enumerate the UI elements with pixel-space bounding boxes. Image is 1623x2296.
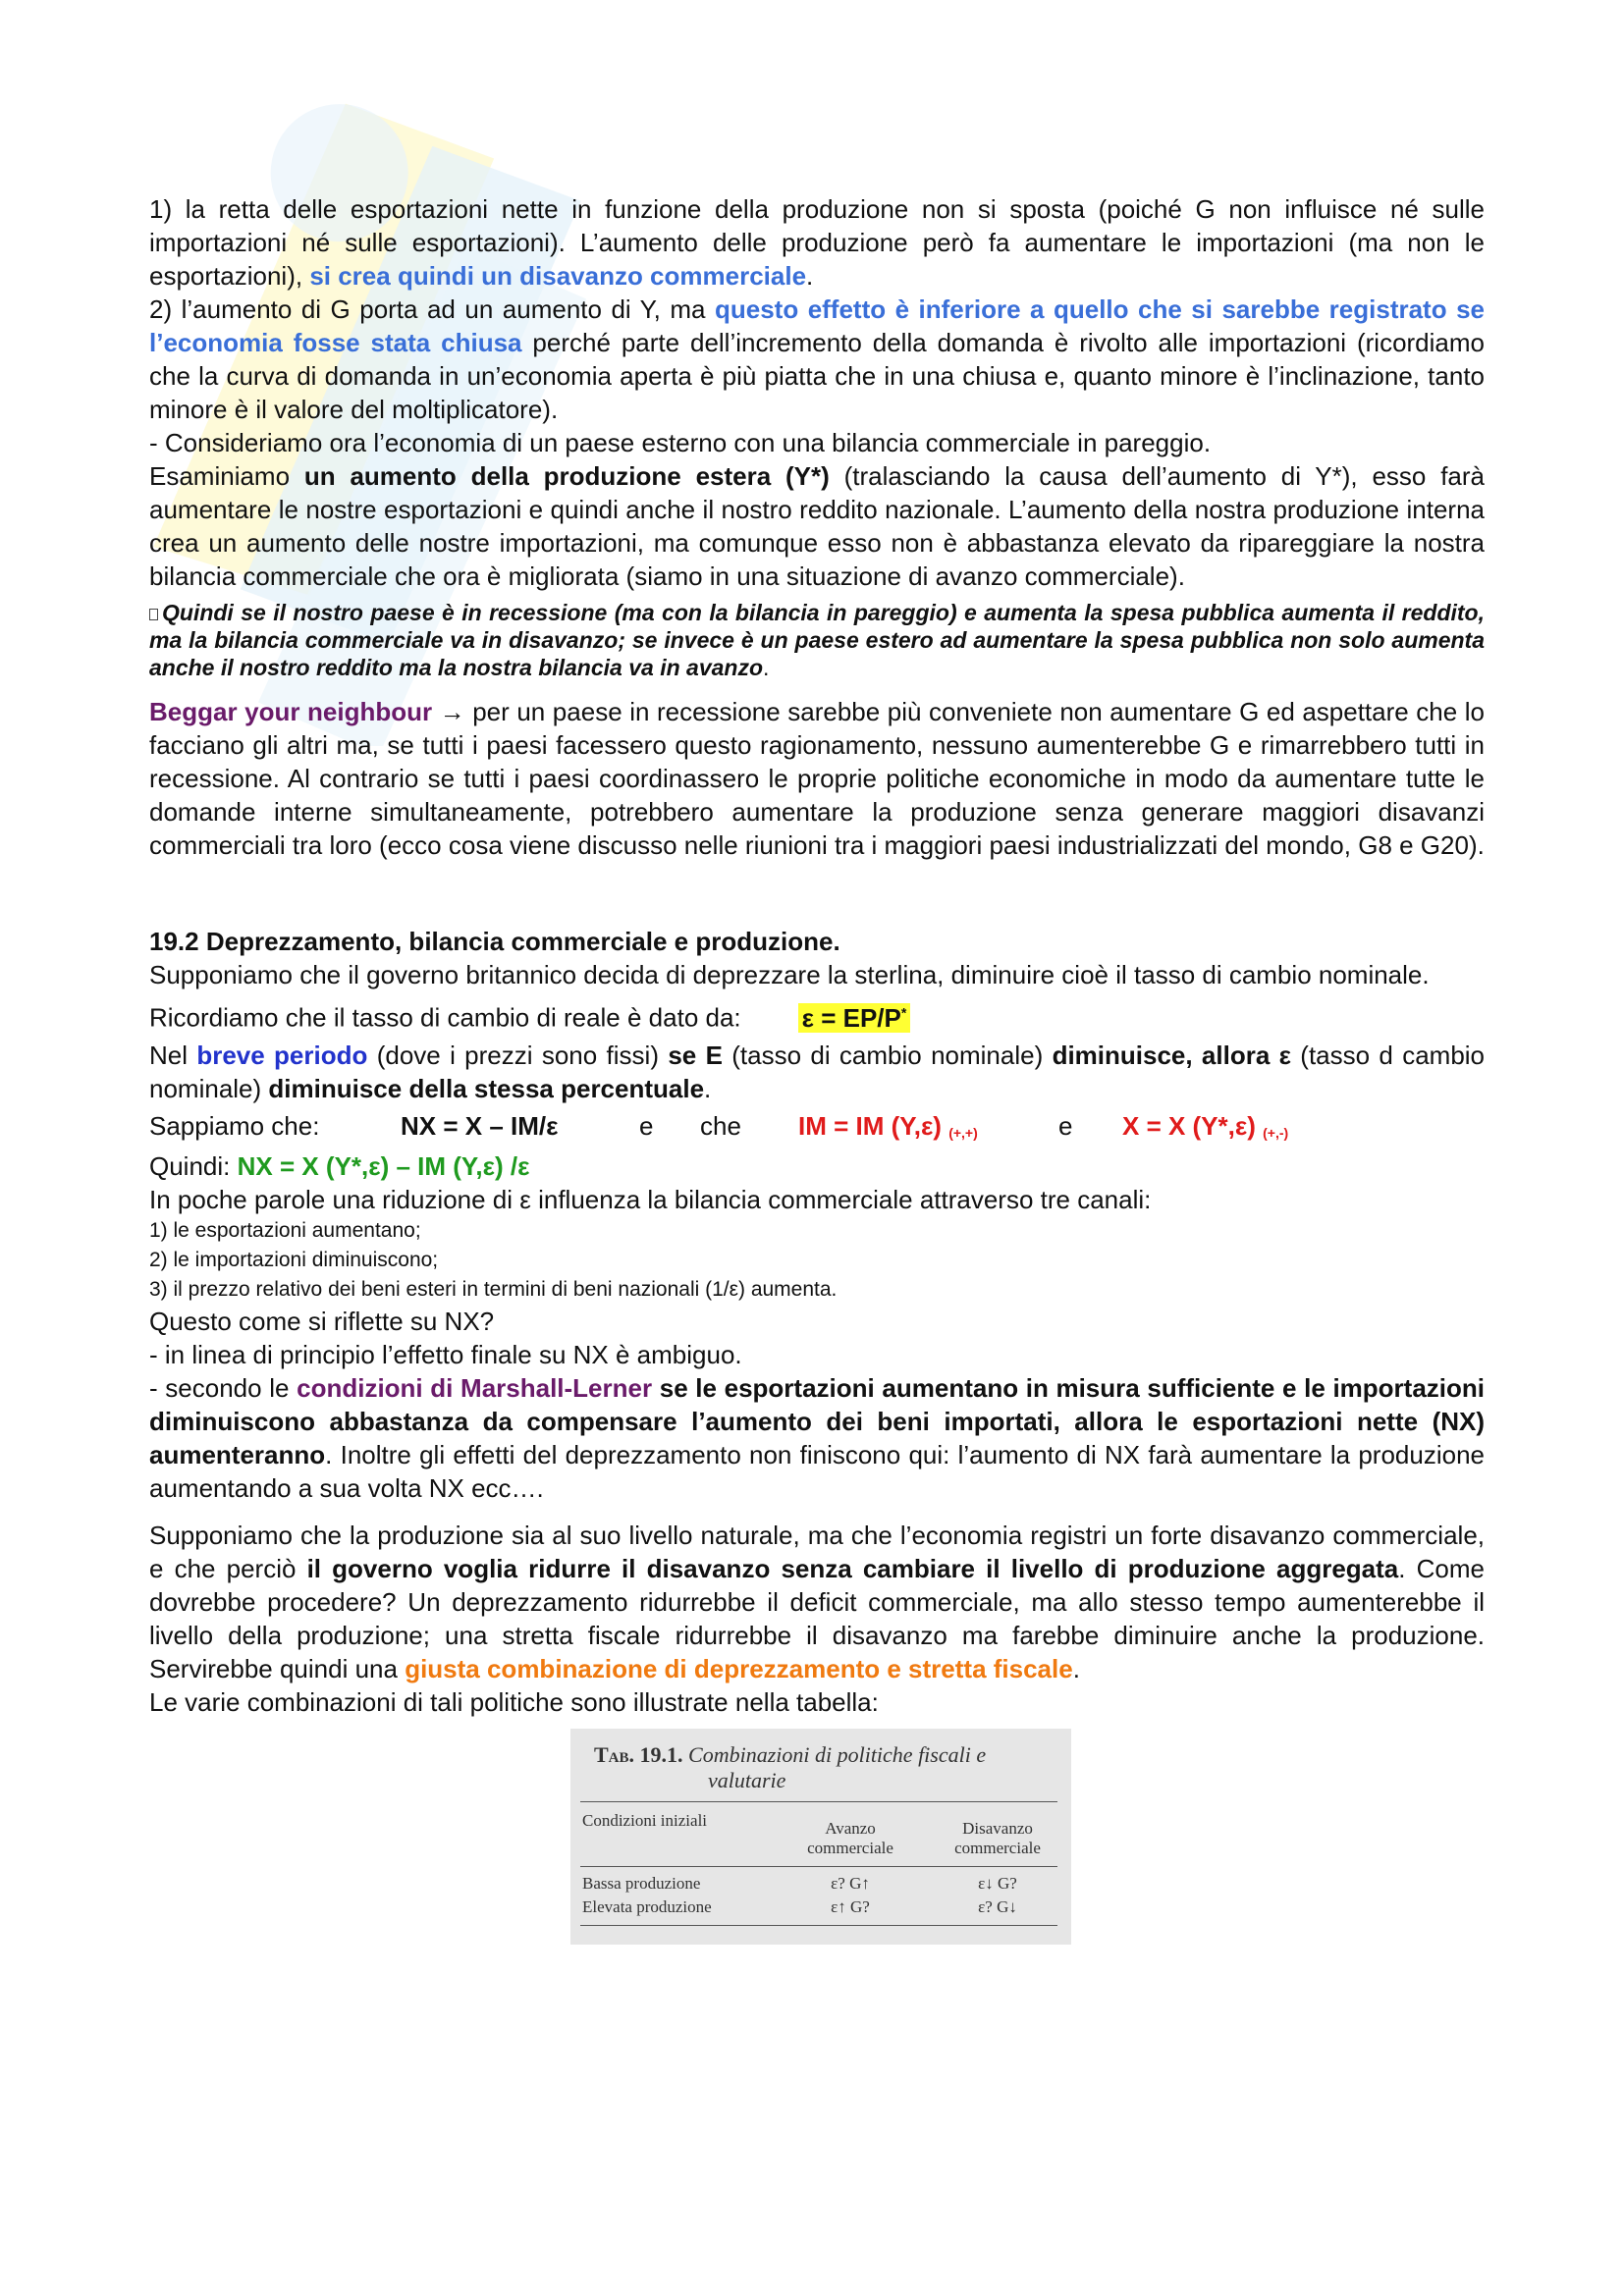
- table-title: Tab. 19.1. Combinazioni di politiche fiscali e: [594, 1741, 987, 1767]
- table-row-label: Elevata produzione: [582, 1896, 712, 1916]
- table-row-label: Bassa produzione: [582, 1873, 701, 1893]
- paragraph-2: 2) l’aumento di G porta ad un aumento di Y, ma questo effetto è inferiore a quello che si sarebbe registrato se l’economia fosse stata chiusa perché parte dell’incremento della domanda è rivolto alle importazioni (ricordiamo che la curva di domanda in un’economia aperta è più piatta che in una chiusa e, quanto minore è l’inclinazione, tanto minore è il valore del moltiplicatore).: [149, 294, 1485, 424]
- section-paragraph-1: Supponiamo che il governo britannico decida di deprezzare la sterlina, diminuire cioè il tasso di cambio nominale.: [149, 960, 1430, 989]
- table-cell: ε↓ G?: [978, 1873, 1017, 1893]
- list-item: 2) le importazioni diminuiscono;: [149, 1248, 439, 1271]
- document-body: [149, 192, 1485, 1945]
- paragraph-3: - Consideriamo ora l’economia di un paese esterno con una bilancia commerciale in pareggio.: [149, 428, 1212, 457]
- section-paragraph-question: Questo come si riflette su NX?: [149, 1306, 495, 1336]
- table-title-continued: valutarie: [708, 1767, 786, 1792]
- formula-nx-full: NX = X (Y*,ε) – IM (Y,ε) /ε: [237, 1150, 530, 1181]
- note-recessione: Quindi se il nostro paese è in recessione (ma con la bilancia in pareggio) e aumenta la spesa pubblica aumenta il reddito, ma la bilancia commerciale va in disavanzo; se invece è un paese estero ad aumentare la spesa pubblica non solo aumenta anche il nostro reddito ma la nostra bilancia va in avanzo.: [149, 600, 1485, 680]
- bullet-box-icon: [149, 609, 158, 620]
- term-marshall-lerner: condizioni di Marshall-Lerner: [297, 1372, 653, 1403]
- formula-nx: NX = X – IM/ε: [401, 1110, 559, 1141]
- highlight-effetto-inferiore: questo effetto è inferiore a quello che si sarebbe registrato se l’economia fosse stata chiusa: [149, 294, 1485, 357]
- formula-im: IM = IM (Y,ε) $_{(+,+)}$: [798, 1110, 978, 1141]
- channels-list: [149, 1216, 1485, 1305]
- paragraph-beggar: Beggar your neighbour → per un paese in recessione sarebbe più conveniete non aumentare G ed aspettare che lo facciano gli altri ma, se tutti i paesi facessero questo ragionamento, nessuno aumenterebbe G e rimarrebbero tutti in recessione. Al contrario se tutti i paesi coordinassero le proprie politiche economiche in modo da aumentare tutte le domande interne simultaneamente, potrebbero aumentare la produzione senza generare maggiori disavanzi commerciali tra loro (ecco cosa viene discusso nelle riunioni tra i maggiori paesi industrializzati del mondo, G8 e G20).: [149, 697, 1485, 860]
- scanned-table-19-1: [570, 1729, 1071, 1945]
- table-header-condizioni: Condizioni iniziali: [582, 1810, 708, 1830]
- highlight-combinazione: giusta combinazione di deprezzamento e stretta fiscale: [405, 1653, 1073, 1683]
- arrow-icon: →: [432, 697, 473, 726]
- section-paragraph-3: Nel breve periodo (dove i prezzi sono fissi) se E (tasso di cambio nominale) diminuisce, allora ε (tasso d cambio nominale) diminuisce della stessa percentuale.: [149, 1040, 1486, 1103]
- section-paragraph-quindi: Quindi: NX = X (Y*,ε) – IM (Y,ε) /ε: [149, 1150, 530, 1181]
- section-paragraph-marshall-lerner: - secondo le condizioni di Marshall-Lerner se le esportazioni aumentano in misura sufficiente e le importazioni diminuiscono abbastanza da compensare l’aumento dei beni importati, allora le esportazioni nette (NX) aumenteranno. Inoltre gli effetti del deprezzamento non finiscono qui: l’aumento di NX farà aumentare la produzione aumentando a sua volta NX ecc….: [149, 1372, 1485, 1503]
- section-paragraph-canali: In poche parole una riduzione di ε influenza la bilancia commerciale attraverso tre canali:: [149, 1184, 1152, 1214]
- section-paragraph-2: Ricordiamo che il tasso di cambio di reale è dato da: ε = EP/P*: [149, 995, 1485, 1035]
- table-cell: ε? G↓: [978, 1896, 1017, 1916]
- list-item: 3) il prezzo relativo dei beni esteri in termini di beni nazionali (1/ε) aumenta.: [149, 1277, 838, 1301]
- formula-real-exchange-rate: ε = EP/P*: [798, 1003, 911, 1033]
- list-item: 1) le esportazioni aumentano;: [149, 1218, 421, 1242]
- paragraph-4: Esaminiamo un aumento della produzione estera (Y*) (tralasciando la causa dell’aumento di Y*), esso farà aumentare le nostre esportazioni e quindi anche il nostro reddito nazionale. L’aumento della nostra produzione interna crea un aumento delle nostre importazioni, ma comunque esso non è abbastanza elevato da ripareggiare la nostra bilancia commerciale che ora è migliorata (siamo in una situazione di avanzo commerciale).: [149, 461, 1485, 591]
- paragraph-1: 1) la retta delle esportazioni nette in funzione della produzione non si sposta (poiché G non influisce né sulle importazioni né sulle esportazioni). L’aumento delle produzione però fa aumentare le importazioni (ma non le esportazioni), si crea quindi un disavanzo commerciale.: [149, 194, 1485, 291]
- highlight-disavanzo: si crea quindi un disavanzo commerciale: [309, 261, 807, 291]
- table-header-disavanzo: Disavanzo commerciale: [954, 1818, 1041, 1857]
- table-cell: ε? G↑: [831, 1873, 870, 1893]
- table-cell: ε↑ G?: [831, 1896, 870, 1916]
- equations-row: Sappiamo che: NX = X – IM/ε e che IM = IM (Y,ε) $_{(+,+)}$ e X = X (Y*,ε) $_{(+,-)}$: [149, 1109, 1485, 1149]
- term-beggar-your-neighbour: Beggar your neighbour: [149, 697, 433, 726]
- section-paragraph-tabella: Le varie combinazioni di tali politiche sono illustrate nella tabella:: [149, 1686, 879, 1717]
- table-header-avanzo: Avanzo commerciale: [807, 1818, 893, 1857]
- section-paragraph-ambiguo: - in linea di principio l’effetto finale su NX è ambiguo.: [149, 1339, 742, 1369]
- formula-x: X = X (Y*,ε) $_{(+,-)}$: [1122, 1110, 1289, 1141]
- section-paragraph-policy: Supponiamo che la produzione sia al suo livello naturale, ma che l’economia registri un forte disavanzo commerciale, e che perciò il governo voglia ridurre il disavanzo senza cambiare il livello di produzione aggregata. Come dovrebbe procedere? Un deprezzamento ridurrebbe il deficit commerciale, ma allo stesso tempo aumenterebbe il livello della produzione; una stretta fiscale ridurrebbe il disavanzo ma farebbe diminuire anche la produzione. Servirebbe quindi una giusta combinazione di deprezzamento e stretta fiscale.: [149, 1520, 1485, 1683]
- section-heading: 19.2 Deprezzamento, bilancia commerciale e produzione.: [149, 927, 840, 956]
